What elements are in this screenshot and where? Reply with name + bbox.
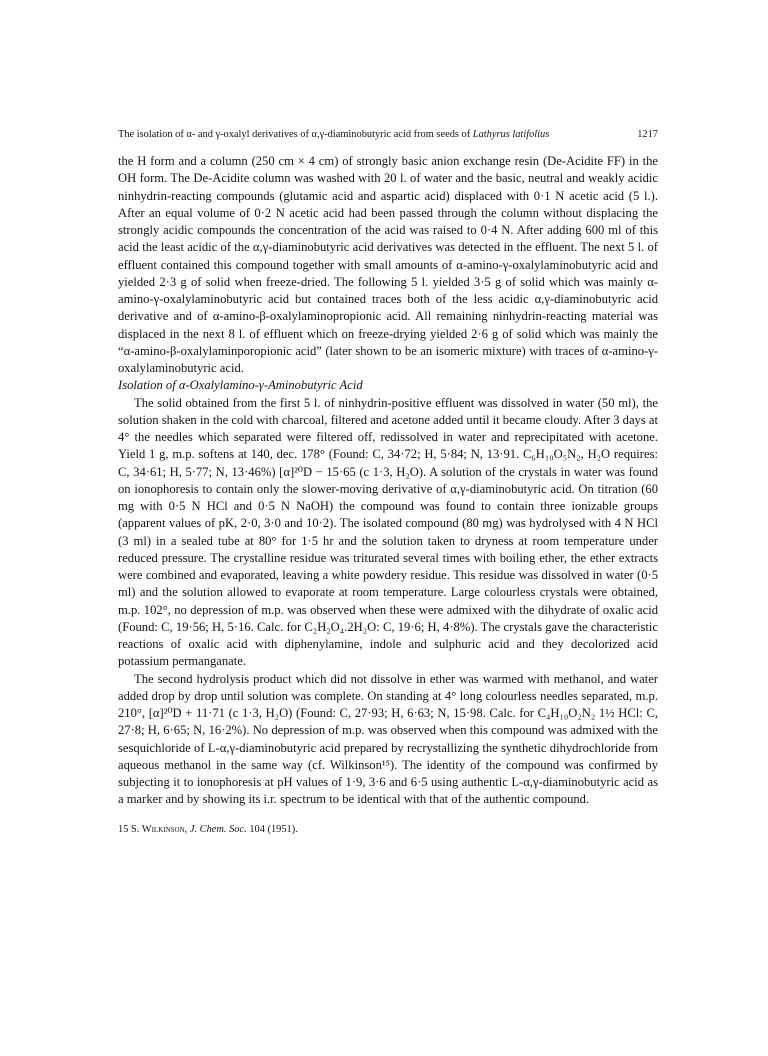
paragraph-column-elution: the H form and a column (250 cm × 4 cm) of strongly basic anion exchange resin (De-Acidite FF) in the OH form. The De-Acidite column was washed with 20 l. of water and the basic, neutral and weakly acidic ninhydrin-reacting compounds (glutamic acid and aspartic acid) displaced with 0·1 N acetic acid (5 l.). After an equal volume of 0·2 N acetic acid had been passed through the column without displacing the strongly acidic compounds the concentration of the acid was raised to 0·4 N. After adding 600 ml of this acid the least acidic of the α,γ-diaminobutyric acid derivatives was detected in the effluent. The next 5 l. of effluent contained this compound together with small amounts of α-amino-γ-oxalylaminobutyric acid and yielded 2·3 g of solid when freeze-dried. The following 5 l. yielded 3·5 g of solid which was mainly α-amino-γ-oxalylaminobutyric acid but contained traces both of the less acidic α,γ-diaminobutyric acid derivative and of α-amino-β-oxalylaminopropionic acid. All remaining ninhydrin-reacting material was displaced in the next 8 l. of effluent which on freeze-drying yielded 2·6 g of solid which was mainly the “α-amino-β-oxalylaminporopionic acid” (later shown to be an isomeric mixture) with traces of α-amino-γ-oxalylaminobutyric acid. [118,154,658,375]
footnote-number: 15 [118,823,129,835]
section-heading: Isolation of α-Oxalylamino-γ-Aminobutyric Acid [118,378,363,393]
footnote: 15 S. Wilkinson, J. Chem. Soc. 104 (1951). [118,823,298,835]
paragraph-hydrolysis: The second hydrolysis product which did not dissolve in ether was warmed with methanol, and water added drop by drop until solution was complete. On standing at 4° long colourless needles separated, m.p. 210°, [α]²⁰D + 11·71 (c 1·3, H₂O) (Found: C, 27·93; H, 6·63; N, 15·98. Calc. for C₄H₁₀O₂N₂ 1½ HCl: C, 27·8; H, 6·65; N, 16·2%). No depression of m.p. was observed when this compound was admixed with the sesquichloride of L-α,γ-diaminobutyric acid prepared by recrystallizing the synthetic dihydrochloride from aqueous methanol in the same way (cf. Wilkinson¹⁵). The identity of the compound was confirmed by subjecting it to ionophoresis at pH values of 1·9, 3·6 and 6·5 using authentic L-α,γ-diaminobutyric acid as a marker and by showing its i.r. spectrum to be identical with that of the authentic compound. [118,671,658,807]
page-number: 1217 [637,129,658,140]
running-title [118,128,549,142]
footnote-journal: J. Chem. Soc. [189,823,247,835]
running-title-text: The isolation of α- and γ-oxalyl derivatives of α,γ-diaminobutyric acid from seeds of [118,129,473,140]
running-header [118,128,658,142]
journal-page [118,128,658,837]
article-body [118,153,658,809]
footnote-citation: 104 (1951). [249,823,298,835]
footnote-author: S. Wilkinson [131,823,185,835]
paragraph-isolation: The solid obtained from the first 5 l. of ninhydrin-positive effluent was dissolved in water (50 ml), the solution shaken in the cold with charcoal, filtered and acetone added until it became cloudy. After 3 days at 4° the needles which separated were filtered off, redissolved in water and reprecipitated with acetone. Yield 1 g, m.p. softens at 140, dec. 178° (Found: C, 34·72; H, 5·84; N, 13·91. C₆H₁₀O₅N₂, H₂O requires: C, 34·61; H, 5·77; N, 13·46%) [α]²⁰D − 15·65 (c 1·3, H₂O). A solution of the crystals in water was found on ionophoresis to contain only the slower-moving derivative of α,γ-diaminobutyric acid. On titration (60 mg with 0·5 N HCl and 0·5 N NaOH) the compound was found to contain three ionizable groups (apparent values of pK, 2·0, 3·0 and 10·2). The isolated compound (80 mg) was hydrolysed with 4 N HCl (3 ml) in a sealed tube at 80° for 1·5 hr and the solution taken to dryness at room temperature under reduced pressure. The crystalline residue was triturated several times with boiling ether, the ether extracts were combined and evaporated, leaving a white powdery residue. This residue was dissolved in water (0·5 ml) and the solution allowed to evaporate at room temperature. Large colourless crystals were obtained, m.p. 102°, no depression of m.p. was observed when these were admixed with the dihydrate of oxalic acid (Found: C, 19·56; H, 5·16. Calc. for C₂H₂O₄.2H₂O: C, 19·6; H, 4·8%). The crystals gave the characteristic reactions of oxalic acid with diphenylamine, indole and sulphuric acid and they decolorized acid potassium permanganate. [118,395,658,669]
running-title-species: Lathyrus latifolius [472,129,550,140]
